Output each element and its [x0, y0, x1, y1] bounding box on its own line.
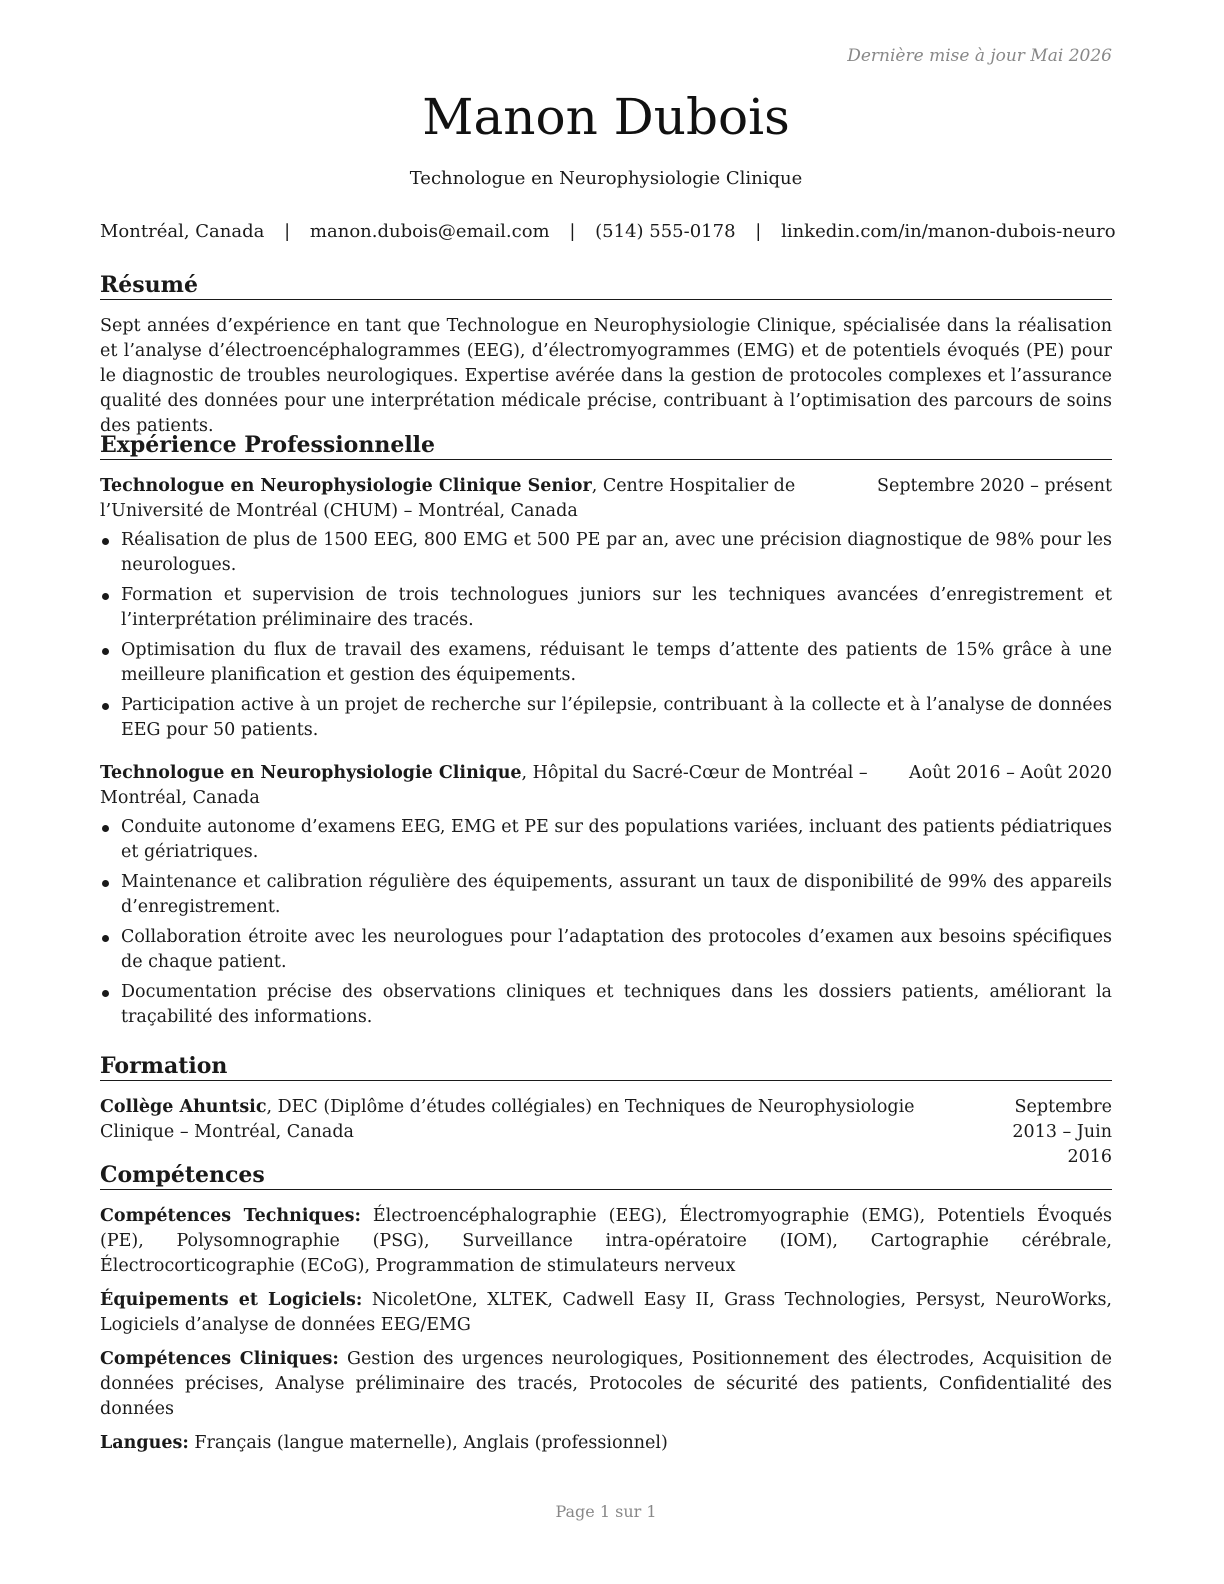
job-role: Technologue en Neurophysiologie Clinique	[100, 763, 522, 783]
bullet-text: Participation active à un projet de recherche sur l’épilepsie, contribuant à la collecte et à l’analyse de données EEG pour 50 patients.	[121, 695, 1112, 740]
list-item	[100, 693, 1112, 743]
bullet-icon	[102, 703, 109, 710]
contact-phone[interactable]: (514) 555-0178	[595, 221, 736, 242]
education-dates: Septembre 2013 – Juin 2016	[1012, 1097, 1112, 1167]
job-header	[100, 474, 1112, 524]
bullet-text: Collaboration étroite avec les neurologues pour l’adaptation des protocoles d’examen aux besoins spécifiques de chaque patient.	[121, 927, 1112, 972]
job-role: Technologue en Neurophysiologie Clinique Senior	[100, 476, 592, 496]
bullet-text: Documentation précise des observations cliniques et techniques dans les dossiers patients, améliorant la traçabilité des informations.	[121, 982, 1112, 1027]
bullet-icon	[102, 880, 109, 887]
contact-line	[100, 220, 1116, 244]
bullet-icon	[102, 648, 109, 655]
skill-group	[100, 1347, 1112, 1422]
experience-section	[100, 431, 1112, 1035]
list-item	[100, 925, 1112, 975]
skill-group	[100, 1204, 1112, 1279]
education-program: , DEC (Diplôme d’études collégiales) en Techniques de Neurophysiologie Clinique – Montréal, Canada	[100, 1097, 915, 1142]
list-item	[100, 980, 1112, 1030]
bullet-text: Réalisation de plus de 1500 EEG, 800 EMG et 500 PE par an, avec une précision diagnostique de 98% pour les neurologues.	[121, 530, 1112, 575]
list-item	[100, 638, 1112, 688]
section-heading-summary: Résumé	[100, 271, 1112, 300]
skills-section	[100, 1161, 1112, 1456]
bullet-icon	[102, 935, 109, 942]
bullet-icon	[102, 593, 109, 600]
list-item	[100, 815, 1112, 865]
resume-page	[100, 0, 1116, 1584]
job-organization: , Centre Hospitalier de l’Université de Montréal (CHUM) – Montréal, Canada	[100, 476, 796, 521]
skill-label: Langues:	[100, 1433, 189, 1453]
section-heading-experience: Expérience Professionnelle	[100, 431, 1112, 460]
job-bullets	[100, 528, 1112, 743]
list-item	[100, 870, 1112, 920]
skill-text: Français (langue maternelle), Anglais (professionnel)	[188, 1433, 668, 1453]
bullet-text: Formation et supervision de trois technologues juniors sur les techniques avancées d’enregistrement et l’interprétation préliminaire des tracés.	[121, 585, 1112, 630]
education-school: Collège Ahuntsic	[100, 1097, 267, 1117]
contact-email[interactable]: manon.dubois@email.com	[309, 221, 550, 242]
section-heading-education: Formation	[100, 1052, 1112, 1081]
job-dates: Septembre 2020 – présent	[877, 476, 1112, 496]
job-entry	[100, 761, 1112, 1030]
section-heading-skills: Compétences	[100, 1161, 1112, 1190]
skill-label: Équipements et Logiciels:	[100, 1290, 363, 1310]
skill-group	[100, 1431, 1112, 1456]
contact-linkedin[interactable]: linkedin.com/in/manon-dubois-neuro	[781, 221, 1116, 242]
education-entry	[100, 1095, 1112, 1167]
skill-text: Électroencéphalographie (EEG), Électromyographie (EMG), Potentiels Évoqués (PE), Polysomnographie (PSG), Surveillance intra-opératoire (IOM), Cartographie cérébrale, Électrocorticographie (ECoG), Programmation de stimulateurs nerveux	[100, 1206, 1112, 1276]
skill-text: NicoletOne, XLTEK, Cadwell Easy II, Grass Technologies, Persyst, NeuroWorks, Logiciels d’analyse de données EEG/EMG	[100, 1290, 1112, 1335]
summary-section	[100, 271, 1112, 439]
job-header	[100, 761, 1112, 811]
job-entry	[100, 474, 1112, 743]
skill-group	[100, 1288, 1112, 1338]
bullet-icon	[102, 538, 109, 545]
list-item	[100, 528, 1112, 578]
job-dates: Août 2016 – Août 2020	[908, 763, 1112, 783]
skill-text: Gestion des urgences neurologiques, Positionnement des électrodes, Acquisition de données précises, Analyse préliminaire des tracés, Protocoles de sécurité des patients, Confidentialité des données	[100, 1349, 1112, 1419]
page-number: Page 1 sur 1	[555, 1502, 657, 1521]
bullet-icon	[102, 825, 109, 832]
list-item	[100, 583, 1112, 633]
job-organization: , Hôpital du Sacré-Cœur de Montréal – Montréal, Canada	[100, 763, 868, 808]
candidate-name: Manon Dubois	[422, 88, 790, 146]
skill-label: Compétences Techniques:	[100, 1206, 361, 1226]
education-section	[100, 1052, 1112, 1167]
job-bullets	[100, 815, 1112, 1030]
contact-location: Montréal, Canada	[100, 221, 265, 242]
contact-separator: |	[569, 221, 576, 242]
bullet-text: Maintenance et calibration régulière des équipements, assurant un taux de disponibilité de 99% des appareils d’enregistrement.	[121, 872, 1112, 917]
contact-separator: |	[755, 221, 762, 242]
candidate-title: Technologue en Neurophysiologie Clinique	[409, 168, 803, 189]
bullet-text: Optimisation du flux de travail des examens, réduisant le temps d’attente des patients de 15% grâce à une meilleure planification et gestion des équipements.	[121, 640, 1112, 685]
bullet-text: Conduite autonome d’examens EEG, EMG et PE sur des populations variées, incluant des patients pédiatriques et gériatriques.	[121, 817, 1112, 862]
contact-separator: |	[284, 221, 291, 242]
last-updated: Dernière mise à jour Mai 2026	[847, 46, 1112, 66]
skill-label: Compétences Cliniques:	[100, 1349, 339, 1369]
bullet-icon	[102, 990, 109, 997]
summary-text: Sept années d’expérience en tant que Technologue en Neurophysiologie Clinique, spécialisée dans la réalisation et l’analyse d’électroencéphalogrammes (EEG), d’électromyogrammes (EMG) et de potentiels évoqués (PE) pour le diagnostic de troubles neurologiques. Expertise avérée dans la gestion de protocoles complexes et l’assurance qualité des données pour une interprétation médicale précise, contribuant à l’optimisation des parcours de soins des patients.	[100, 316, 1112, 436]
